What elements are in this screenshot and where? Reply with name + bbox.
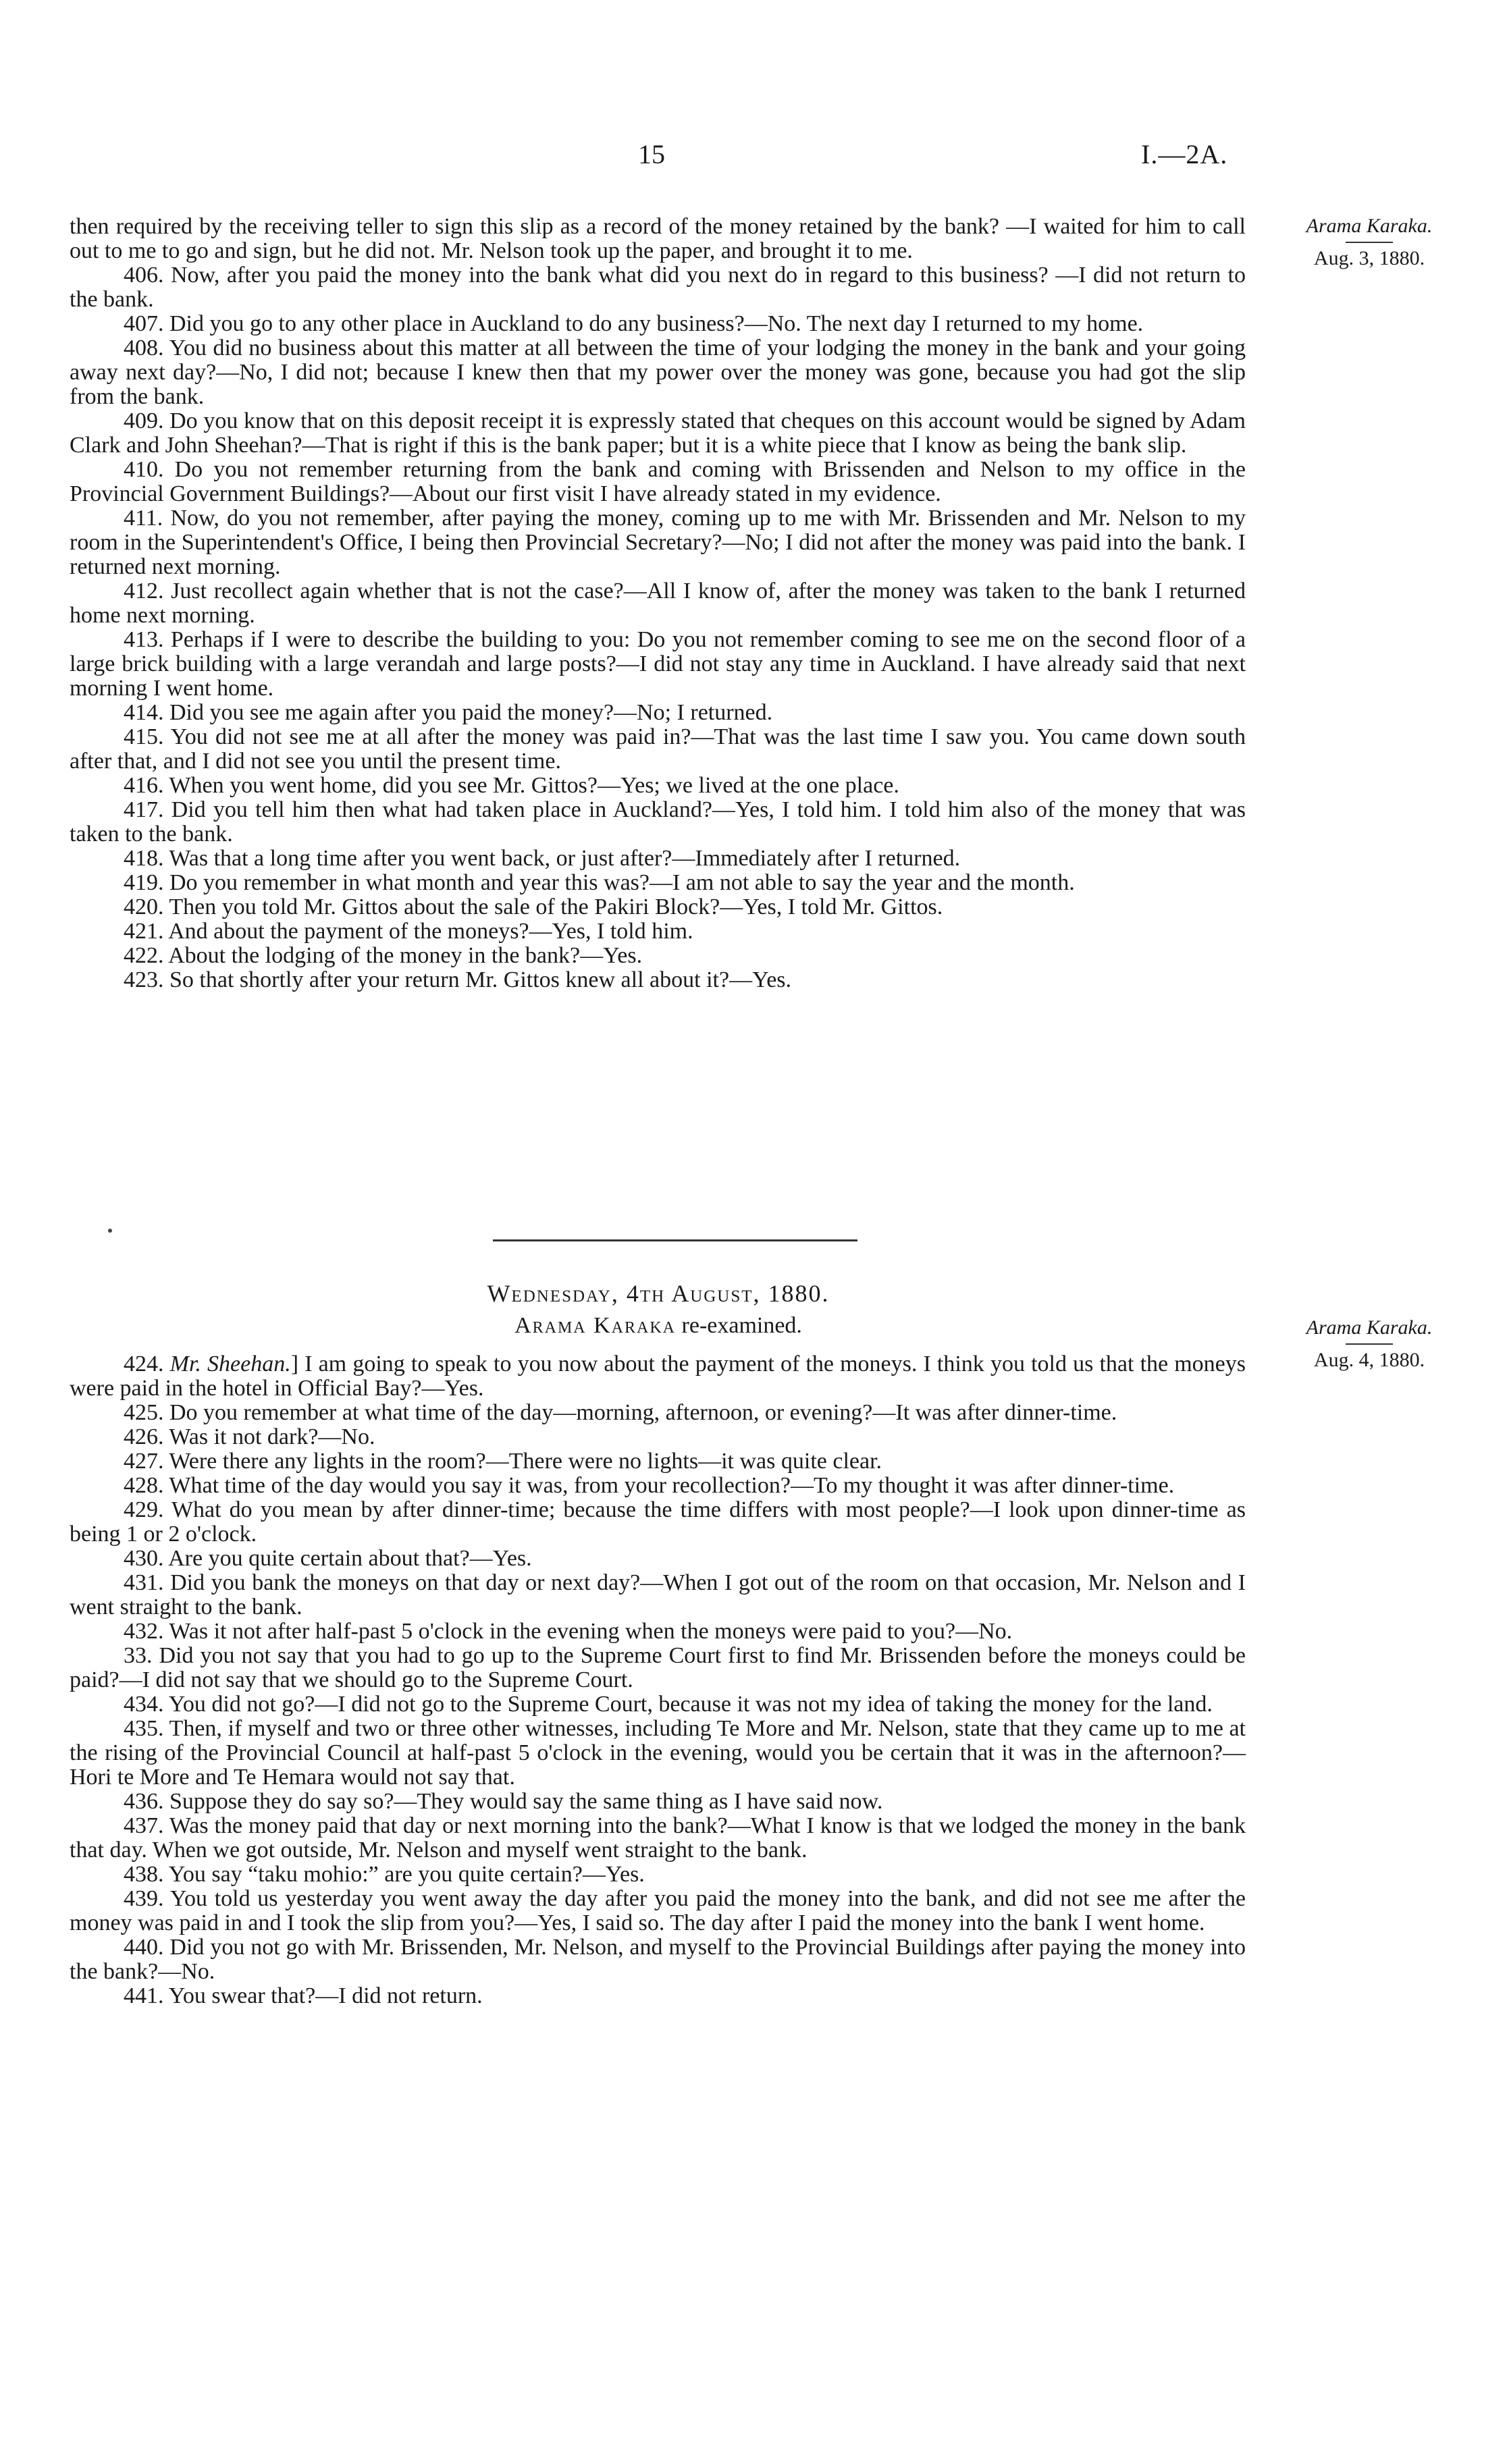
question-paragraph: 429. What do you mean by after dinner-time; because the time differs with most people?—I look upon dinner-time as being 1 or 2 o'clock.	[70, 1497, 1246, 1547]
margin-witness-name: Arama Karaka.	[1306, 1316, 1433, 1339]
question-paragraph: 438. You say “taku mohio:” are you quite certain?—Yes.	[124, 1862, 645, 1887]
question-paragraph: 417. Did you tell him then what had taken place in Auckland?—Yes, I told him. I told him also of the money that was taken to the bank.	[70, 797, 1246, 847]
section-separator	[493, 1239, 857, 1241]
question-number: 424.	[124, 1351, 170, 1376]
question-paragraph: 436. Suppose they do say so?—They would say the same thing as I have said now.	[124, 1789, 883, 1814]
question-paragraph: 441. You swear that?—I did not return.	[124, 1983, 483, 2008]
question-paragraph: 430. Are you quite certain about that?—Yes.	[124, 1546, 532, 1571]
question-paragraph: 426. Was it not dark?—No.	[124, 1424, 375, 1449]
margin-rule	[1346, 242, 1393, 243]
question-paragraph: 431. Did you bank the moneys on that day or next day?—When I got out of the room on that occasion, Mr. Nelson and I went straight to the bank.	[70, 1570, 1246, 1619]
stray-mark	[108, 1229, 112, 1233]
question-paragraph: 435. Then, if myself and two or three other witnesses, including Te More and Mr. Nelson, state that they came up to me at the rising of the Provincial Council at half-past 5 o'clock in the evening, would you be certain that it was in the afternoon?—Hori te More and Te Hemara would not say that.	[70, 1716, 1246, 1790]
question-paragraph: 418. Was that a long time after you went back, or just after?—Immediately after I returned.	[124, 846, 961, 871]
question-paragraph: 414. Did you see me again after you paid the money?—No; I returned.	[124, 700, 773, 725]
question-paragraph: 416. When you went home, did you see Mr. Gittos?—Yes; we lived at the one place.	[124, 773, 899, 798]
margin-date: Aug. 3, 1880.	[1313, 247, 1425, 269]
question-paragraph: 423. So that shortly after your return Mr. Gittos knew all about it?—Yes.	[124, 967, 792, 992]
margin-witness-name: Arama Karaka.	[1306, 215, 1433, 237]
page-header	[0, 138, 1507, 179]
question-paragraph: 409. Do you know that on this deposit receipt it is expressly stated that cheques on this account would be signed by Adam Clark and John Sheehan?—That is right if this is the bank paper; but it is a white piece that I know as being the bank slip.	[70, 408, 1246, 458]
testimony-section-1	[70, 215, 1246, 992]
question-paragraph: 411. Now, do you not remember, after paying the money, coming up to me with Mr. Brissenden and Mr. Nelson to my room in the Superintendent's Office, I being then Provincial Secretary?—No; I did not after the money was paid into the bank. I returned next morning.	[70, 506, 1246, 579]
question-paragraph: 421. And about the payment of the moneys?—Yes, I told him.	[124, 919, 693, 944]
margin-note-witness-1	[1254, 215, 1484, 270]
speaker-name: Mr. Sheehan.	[169, 1351, 291, 1376]
question-paragraph: 408. You did no business about this matter at all between the time of your lodging the money in the bank and your going away next day?—No, I did not; because I knew then that my power over the money was gone, because you had got the slip from the bank.	[70, 336, 1246, 409]
question-paragraph: 407. Did you go to any other place in Auckland to do any business?—No. The next day I returned to my home.	[124, 311, 1144, 336]
question-paragraph: 432. Was it not after half-past 5 o'clock in the evening when the moneys were paid to you?—No.	[124, 1619, 1013, 1644]
witness-heading-suffix: re-examined.	[676, 1313, 802, 1338]
question-paragraph: 419. Do you remember in what month and year this was?—I am not able to say the year and the month.	[124, 870, 1075, 895]
date-heading: Wednesday, 4th August, 1880.	[487, 1280, 830, 1307]
question-paragraph: 434. You did not go?—I did not go to the Supreme Court, because it was not my idea of taking the money for the land.	[124, 1692, 1213, 1717]
question-paragraph: 440. Did you not go with Mr. Brissenden, Mr. Nelson, and myself to the Provincial Buildings after paying the money into the bank?—No.	[70, 1935, 1246, 1984]
question-paragraph: 428. What time of the day would you say it was, from your recollection?—To my thought it was after dinner-time.	[124, 1473, 1175, 1498]
question-text: ] I am going to speak to you now about the payment of the moneys. I think you told us that the moneys were paid in the hotel in Official Bay?—Yes.	[70, 1351, 1246, 1401]
question-paragraph: 427. Were there any lights in the room?—There were no lights—it was quite clear.	[124, 1449, 882, 1474]
question-paragraph: 420. Then you told Mr. Gittos about the sale of the Pakiri Block?—Yes, I told Mr. Gittos.	[124, 894, 943, 919]
question-paragraph: 410. Do you not remember returning from the bank and coming with Brissenden and Nelson to my office in the Provincial Government Buildings?—About our first visit I have already stated in my evidence.	[70, 457, 1246, 506]
question-paragraph: 33. Did you not say that you had to go up to the Supreme Court first to find Mr. Brissenden before the moneys could be paid?—I did not say that we should go to the Supreme Court.	[70, 1643, 1246, 1692]
margin-note-witness-2	[1254, 1316, 1484, 1372]
page-number: 15	[638, 139, 665, 169]
testimony-section-2	[70, 1352, 1246, 2008]
question-paragraph: 413. Perhaps if I were to describe the building to you: Do you not remember coming to see me on the second floor of a large brick building with a large verandah and large posts?—I did not stay any time in Auckland. I have already said that next morning I went home.	[70, 627, 1246, 701]
question-paragraph: 437. Was the money paid that day or next morning into the bank?—What I know is that we lodged the money in the bank that day. When we got outside, Mr. Nelson and myself went straight to the bank.	[70, 1813, 1246, 1863]
question-paragraph: 425. Do you remember at what time of the day—morning, afternoon, or evening?—It was after dinner-time.	[124, 1400, 1117, 1425]
question-paragraph: 422. About the lodging of the money in the bank?—Yes.	[124, 943, 643, 968]
question-paragraph: 412. Just recollect again whether that is not the case?—All I know of, after the money was taken to the bank I returned home next morning.	[70, 579, 1246, 628]
margin-rule	[1346, 1343, 1393, 1345]
question-paragraph: 406. Now, after you paid the money into the bank what did you next do in regard to this business? —I did not return to the bank.	[70, 263, 1246, 312]
witness-heading	[0, 1313, 1317, 1339]
document-reference: I.—2A.	[1141, 139, 1228, 169]
question-paragraph	[70, 1352, 1246, 1401]
question-paragraph: then required by the receiving teller to sign this slip as a record of the money retained by the bank? —I waited for him to call out to me to go and sign, but he did not. Mr. Nelson took up the paper, and brought it to me.	[70, 214, 1246, 263]
witness-heading-name: Arama Karaka	[514, 1313, 677, 1338]
question-paragraph: 439. You told us yesterday you went away the day after you paid the money into the bank, and did not see me after the money was paid in and I took the slip from you?—Yes, I said so. The day after I paid the money into the bank I went home.	[70, 1886, 1246, 1935]
question-paragraph: 415. You did not see me at all after the money was paid in?—That was the last time I saw you. You came down south after that, and I did not see you until the present time.	[70, 724, 1246, 774]
margin-date: Aug. 4, 1880.	[1313, 1349, 1425, 1371]
